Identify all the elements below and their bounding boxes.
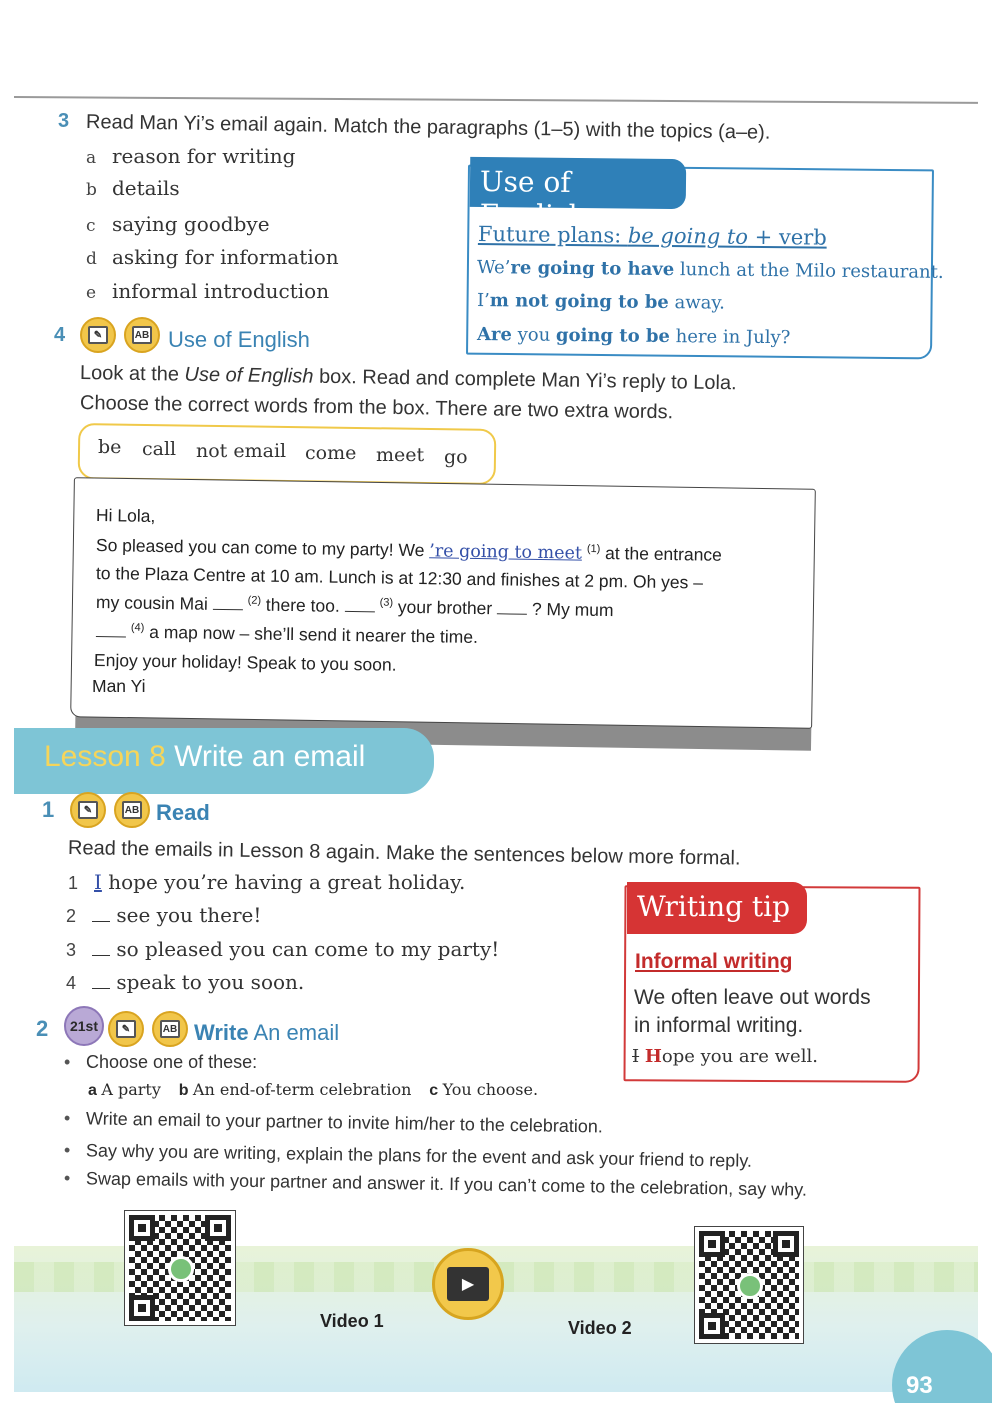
pencil-book-icon: ✎ <box>80 317 116 353</box>
sentence-item: 1 I hope you’re having a great holiday. <box>68 870 466 894</box>
bullet-item: • Choose one of these: <box>64 1052 257 1073</box>
read-instruction: Read the emails in Lesson 8 again. Make the sentences below more formal. <box>67 837 741 870</box>
video-clapperboard-icon[interactable]: ▶ <box>432 1248 504 1320</box>
q4-title: Use of English <box>168 327 310 352</box>
email-signoff: Man Yi <box>92 676 146 696</box>
uoe-example-line: We’re going to have lunch at the Milo restaurant. <box>476 257 944 283</box>
hand-tap-icon <box>737 1273 763 1299</box>
bullet-item: • Write an email to your partner to invite him/her to the celebration. <box>64 1108 603 1137</box>
q4-instruction-line2: Choose the correct words from the box. There are two extra words. <box>79 392 674 424</box>
topic-item: e informal introduction <box>86 279 330 303</box>
pencil-book-icon: ✎ <box>70 792 106 828</box>
write-number: 2 <box>36 1016 49 1041</box>
email-line: to the Plaza Centre at 10 am. Lunch is at 12:30 and finishes at 2 pm. Oh yes – <box>95 563 704 593</box>
topic-item: b details <box>86 176 180 200</box>
topic-item: c saying goodbye <box>86 212 270 236</box>
read-number: 1 <box>42 797 55 822</box>
word-option: come <box>305 442 357 464</box>
q4-number: 4 <box>54 324 66 346</box>
q4-instruction: Look at the Use of English box. Read and complete Man Yi’s reply to Lola. <box>79 362 737 395</box>
topic-item: d asking for information <box>86 245 339 269</box>
email-line: Enjoy your holiday! Speak to you soon. <box>93 650 397 675</box>
writing-tip-title: Writing tip <box>627 882 807 934</box>
hand-tap-icon <box>168 1256 194 1282</box>
page-number: 93 <box>906 1372 933 1399</box>
sentence-item: 4 speak to you soon. <box>66 970 305 994</box>
writing-tip-body: in informal writing. <box>634 1014 804 1037</box>
top-rule <box>14 96 978 104</box>
lesson-heading: Lesson 8 Write an email <box>44 740 366 773</box>
writing-tip-heading: Informal writing <box>635 950 793 973</box>
word-option: call <box>142 438 177 460</box>
read-title: Read <box>156 800 210 825</box>
21st-century-skills-icon: 21st <box>64 1006 104 1046</box>
future-plans-heading: Future plans: be going to + verb <box>477 222 827 250</box>
email-line: my cousin Mai $^{(2)}$ there too. $^{(3)}$ your brother ? My mum <box>95 592 614 621</box>
activity-book-icon: AB <box>152 1011 188 1047</box>
email-line: So pleased you can come to my party! We ’re going to meet $^{(1)}$ at the entrance <box>95 535 723 565</box>
uoe-example-line: I’m not going to be away. <box>476 290 726 314</box>
activity-book-icon: AB <box>124 317 160 353</box>
word-option: be <box>98 436 122 458</box>
word-option: not email <box>196 440 287 462</box>
word-box <box>78 423 497 485</box>
word-option: meet <box>376 444 425 466</box>
word-option: go <box>444 446 468 468</box>
qr-code-video-1[interactable] <box>124 1210 236 1326</box>
qr-code-video-2[interactable] <box>694 1226 804 1344</box>
uoe-example-line: Are you going to be here in July? <box>476 324 791 349</box>
video-2-label[interactable]: Video 2 <box>568 1318 632 1338</box>
video-1-label[interactable]: Video 1 <box>320 1311 384 1331</box>
email-line: $^{(4)}$ a map now – she’ll send it nearer the time. <box>96 621 478 648</box>
writing-tip-example: I Hope you are well. <box>632 1046 818 1067</box>
writing-tip-body: We often leave out words <box>634 986 871 1009</box>
bullet-item: • Say why you are writing, explain the plans for the event and ask your friend to reply. <box>64 1140 752 1172</box>
topic-item: a reason for writing <box>86 144 296 168</box>
q3-number: 3 <box>58 110 70 132</box>
email-greeting: Hi Lola, <box>95 505 156 526</box>
pencil-book-icon: ✎ <box>108 1011 144 1047</box>
activity-book-icon: AB <box>114 792 150 828</box>
sentence-item: 3 so pleased you can come to my party! <box>66 937 500 961</box>
options-line: a A party b An end-of-term celebration c You choose. <box>88 1080 539 1099</box>
q3-instruction: Read Man Yi’s email again. Match the paragraphs (1–5) with the topics (a–e). <box>85 111 771 144</box>
bullet-item: • Swap emails with your partner and answer it. If you can’t come to the celebration, say why. <box>64 1168 807 1201</box>
write-title: Write An email <box>194 1020 340 1045</box>
sentence-item: 2 see you there! <box>66 903 262 927</box>
use-of-english-title: Use of English <box>470 157 687 209</box>
